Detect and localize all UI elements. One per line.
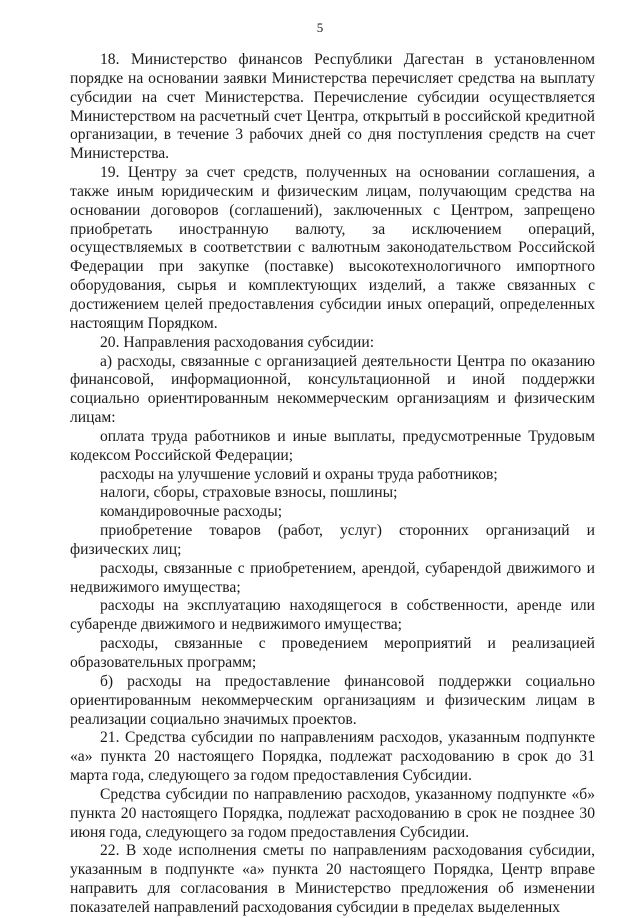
paragraph-19: 19. Центру за счет средств, полученных на основании соглашения, а также иным юридическим и физическим лицам, получающим средства на основании договоров (соглашений), заключенных с Центром, запрещено приобретать иностранную валюту, за исключением операций, осуществляемых в соответствии с валютным законодательством Российской Федерации при закупке (поставке) высокотехнологичного импортного оборудования, сырья и комплектующих изделий, а также связанных с достижением целей предоставления субсидии иных операций, определенных настоящим Порядком.	[70, 164, 595, 332]
paragraph-21: 21. Средства субсидии по направлениям расходов, указанным подпункте «а» пункта 20 настоящего Порядка, подлежат расходованию в срок до 31 марта года, следующего за годом предоставления Субсидии.	[70, 729, 595, 785]
list-item-travel: командировочные расходы;	[100, 503, 283, 521]
list-item-property-operation: расходы на эксплуатацию находящегося в собственности, аренде или субаренде движимого и недвижимого имущества;	[70, 597, 595, 634]
document-body	[70, 51, 595, 918]
list-item-events: расходы, связанные с проведением мероприятий и реализацией образовательных программ;	[70, 635, 595, 671]
paragraph-22: 22. В ходе исполнения сметы по направлениям расходования субсидии, указанным в подпункте «а» пункта 20 настоящего Порядка, Центр вправе направить для согласования в Министерство предложения об изменении показателей направлений расходования субсидии в пределах выделенных	[70, 842, 595, 916]
page-number: 5	[316, 20, 324, 35]
paragraph-20-b: б) расходы на предоставление финансовой поддержки социально ориентированным некоммерческим организациям и физическим лицам в реализации социально значимых проектов.	[70, 672, 595, 728]
list-item-labor-costs: оплата труда работников и иные выплаты, предусмотренные Трудовым кодексом Российской Федерации;	[70, 427, 595, 464]
list-item-purchases: приобретение товаров (работ, услуг) сторонних организаций и физических лиц;	[70, 522, 595, 558]
paragraph-21-continued: Средства субсидии по направлению расходов, указанному подпункте «б» пункта 20 настоящего Порядка, подлежат расходованию в срок не позднее 30 июня года, следующего за годом предоставления Субсидии.	[70, 785, 595, 841]
list-item-work-conditions: расходы на улучшение условий и охраны труда работников;	[100, 465, 498, 483]
list-item-taxes: налоги, сборы, страховые взносы, пошлины;	[100, 484, 398, 502]
paragraph-20-heading: 20. Направления расходования субсидии:	[100, 333, 375, 351]
list-item-property-acquisition: расходы, связанные с приобретением, арендой, субарендой движимого и недвижимого имущества;	[70, 559, 595, 596]
paragraph-20-a: а) расходы, связанные с организацией деятельности Центра по оказанию финансовой, информационной, консультационной и иной поддержки социально ориентированным некоммерческим организациям и физическим лицам:	[70, 352, 595, 427]
paragraph-18: 18. Министерство финансов Республики Дагестан в установленном порядке на основании заявки Министерства перечисляет средства на выплату субсидии на счет Министерства. Перечисление субсидии осуществляется Министерством на расчетный счет Центра, открытый в российской кредитной организации, в течение 3 рабочих дней со дня поступления средств на счет Министерства.	[70, 51, 595, 163]
